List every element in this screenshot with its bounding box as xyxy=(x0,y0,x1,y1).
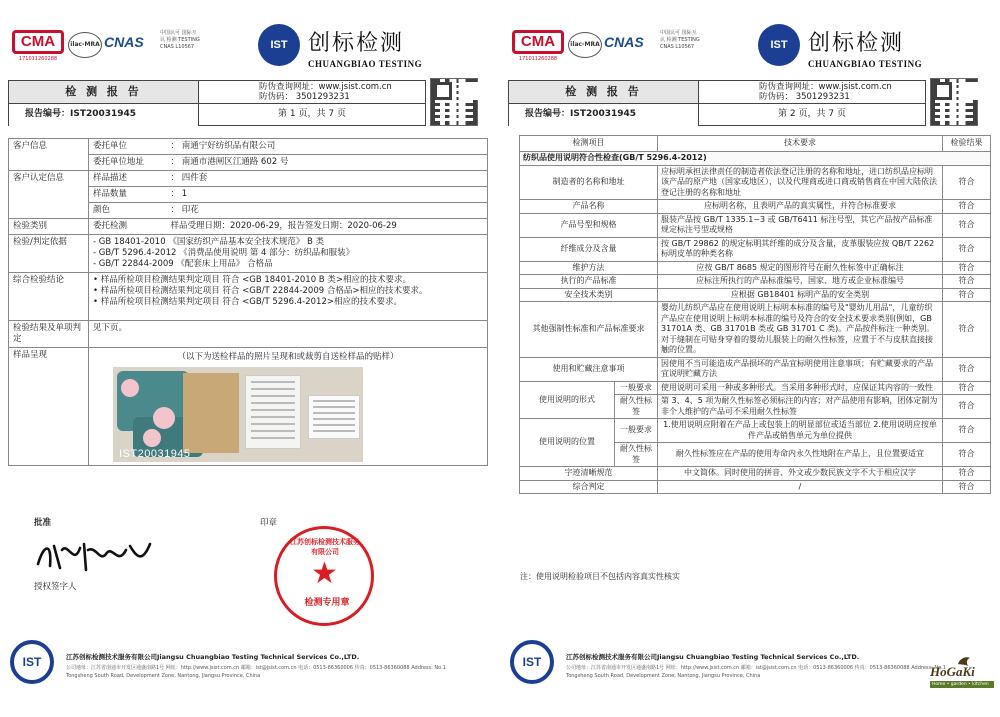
client-addr-value: ： 南通市港闸区江通路 602 号 xyxy=(167,155,488,171)
report-title: 检 测 报 告 xyxy=(509,81,699,103)
category-value: 样品受理日期：2020-06-29，报告签发日期：2020-06-29 xyxy=(167,219,488,235)
overall-res: 符合 xyxy=(943,480,991,494)
brand-cn: 创标检测 xyxy=(308,31,405,56)
pos-general-key: 一般要求 xyxy=(615,419,658,443)
photo-caption: （以下为送检样品的照片呈现和或裁剪自送检样品的贴样） xyxy=(177,352,399,362)
font-key: 字迹清晰规范 xyxy=(520,467,658,481)
table-row xyxy=(9,171,488,187)
seal-ring-text: 江苏创标检测技术服务有限公司 xyxy=(290,538,360,556)
conclusion-item: • 样品所检项目检测结果判定项目 符合 <GB/T 5296.4-2012>相应的技术要求。 xyxy=(93,297,402,307)
table-row xyxy=(520,480,991,494)
footer-address: 公司地址：江苏省南通市开发区通盛南路1号 网址：http://www.jsist.com.cn 邮箱：ist@jsist.com.cn 电话：0513-86360006 传真：0513-86360088 Address: No.1 Tongsheng South Road, Development Zone, Nantong, Jiangsu Province, China xyxy=(566,665,946,679)
page-indicator: 第 1 页，共 7 页 xyxy=(278,109,346,119)
seal-bottom-text: 检测专用章 xyxy=(304,598,350,608)
brand xyxy=(308,26,422,69)
pos-durable-res: 符合 xyxy=(943,443,991,467)
cma-number: 171011260288 xyxy=(18,56,58,62)
cnas-logo xyxy=(104,32,160,58)
item-result: 符合 xyxy=(943,357,991,381)
client-info-label: 客户信息 xyxy=(9,139,89,171)
watermark-brand: HoGaKi xyxy=(930,664,975,679)
item-name: 安全技术类别 xyxy=(520,288,658,302)
report-info-box xyxy=(8,80,426,126)
approve-label: 批准 xyxy=(34,518,52,528)
cnas-note: 中国认可 国际互认 检测 TESTING CNAS L10567 xyxy=(660,30,700,50)
brand xyxy=(808,26,922,69)
overall-req: / xyxy=(658,480,943,494)
anti-fake-url: 防伪查询网址：www.jsist.com.cn xyxy=(259,82,392,92)
bird-icon xyxy=(956,654,972,668)
table-header-row xyxy=(520,136,991,152)
table-row xyxy=(9,321,488,348)
cnas-note: 中国认可 国际互认 检测 TESTING CNAS L10567 xyxy=(160,30,200,50)
sample-photo xyxy=(113,367,363,462)
brand-en: CHUANGBIAO TESTING xyxy=(308,59,423,69)
results-value: 见下页。 xyxy=(89,321,488,348)
page-indicator: 第 2 页，共 7 页 xyxy=(778,109,846,119)
ist-logo: IST xyxy=(258,24,300,66)
sample-qty-value: ： 1 xyxy=(167,187,488,203)
basis-item: - GB/T 5296.4-2012 《消费品使用说明 第 4 部分：纺织品和服装》 xyxy=(93,248,355,258)
item-name: 产品名称 xyxy=(520,200,658,214)
seal-label: 印章 xyxy=(260,518,278,528)
section-row xyxy=(520,152,991,166)
report-info-box xyxy=(508,80,926,126)
table-row xyxy=(520,200,991,214)
pos-durable-key: 耐久性标签 xyxy=(615,443,658,467)
basis-label: 检验/判定依据 xyxy=(9,235,89,273)
photo-cell xyxy=(89,348,488,466)
table-row xyxy=(9,235,488,273)
footer-address: 公司地址：江苏省南通市开发区通盛南路1号 网址：http://www.jsist.com.cn 邮箱：ist@jsist.com.cn 电话：0513-86360006 传真：0513-86360088 Address: No.1 Tongsheng South Road, Development Zone, Nantong, Jiangsu Province, China xyxy=(66,665,446,679)
hogaki-watermark xyxy=(930,664,994,704)
item-result: 符合 xyxy=(943,302,991,358)
conclusion-list xyxy=(89,273,488,321)
item-result: 符合 xyxy=(943,200,991,214)
position-label: 使用说明的位置 xyxy=(520,419,615,467)
item-requirement: 按 GB/T 29862 的规定标明其纤维的成分及含量，皮革服装应按 QB/T 2262 标明皮革的种类名称 xyxy=(658,237,943,261)
anti-fake-url: 防伪查询网址：www.jsist.com.cn xyxy=(759,82,892,92)
pos-general-req: 1.使用说明应附着在产品上或包装上的明显部位或适当部位 2.使用说明应按单件产品或销售单元为单位提供 xyxy=(658,419,943,443)
font-res: 符合 xyxy=(943,467,991,481)
report-title: 检 测 报 告 xyxy=(9,81,199,103)
table-row xyxy=(520,237,991,261)
cnas-text: CNAS xyxy=(604,34,644,50)
category-key: 委托检测 xyxy=(89,219,167,235)
seal-block xyxy=(260,516,360,608)
conclusion-item: • 样品所检项目检测结果判定项目 符合 <GB 18401-2010 B 类>相应的技术要求。 xyxy=(93,275,411,285)
basis-item: - GB 18401-2010 《国家纺织产品基本安全技术规范》 B 类 xyxy=(93,237,325,247)
overall-key: 综合判定 xyxy=(520,480,658,494)
ilac-mra-logo: ilac-MRA xyxy=(68,32,102,58)
report-header xyxy=(0,18,500,74)
col-item: 检测项目 xyxy=(520,136,658,152)
font-req: 中文简体。同时使用的拼音、外文或少数民族文字不大于相应汉字 xyxy=(658,467,943,481)
cma-mark: CMA xyxy=(512,30,564,54)
table-row xyxy=(520,467,991,481)
table-row xyxy=(9,139,488,155)
item-result: 符合 xyxy=(943,165,991,200)
item-requirement: 应根据 GB18401 标明产品的安全类别 xyxy=(658,288,943,302)
item-result: 符合 xyxy=(943,237,991,261)
report-footer xyxy=(500,640,1000,700)
qr-code xyxy=(430,78,478,126)
table-row xyxy=(520,302,991,358)
form-durable-req: 第 3、4、5 项为耐久性标签必须标注的内容；对产品使用有影响，团体定制为非个人维护的产品可不采用耐久性标签 xyxy=(658,395,943,419)
sample-desc-value: ： 四件套 xyxy=(167,171,488,187)
cma-logo xyxy=(12,30,64,64)
item-name: 执行的产品标准 xyxy=(520,275,658,289)
item-result: 符合 xyxy=(943,213,991,237)
client-unit-value: ： 南通宁好纺织品有限公司 xyxy=(167,139,488,155)
item-name: 使用和贮藏注意事项 xyxy=(520,357,658,381)
report-number: 报告编号：IST20031945 xyxy=(509,104,699,126)
star-icon: ★ xyxy=(311,556,338,591)
anti-fake-info xyxy=(199,81,425,103)
item-name: 产品号型和规格 xyxy=(520,213,658,237)
item-result: 符合 xyxy=(943,275,991,289)
color-key: 颜色 xyxy=(89,203,167,219)
table-row xyxy=(520,261,991,275)
results-label: 检验结果及单项判定 xyxy=(9,321,89,348)
item-result: 符合 xyxy=(943,261,991,275)
conclusion-item: • 样品所检项目检测结果判定项目 符合 <GB/T 22844-2009 合格品>相应的技术要求。 xyxy=(93,286,428,296)
footer-company: 江苏创标检测技术服务有限公司Jiangsu Chuangbiao Testing Technical Services Co.,LTD. xyxy=(566,653,860,661)
basis-list xyxy=(89,235,488,273)
brand-cn: 创标检测 xyxy=(808,31,905,56)
client-addr-key: 委托单位地址 xyxy=(89,155,167,171)
table-row xyxy=(9,348,488,466)
ist-logo: IST xyxy=(758,24,800,66)
item-requirement: 因使用不当可能造成产品损坏的产品宜标明使用注意事项；有贮藏要求的产品宜说明贮藏方法 xyxy=(658,357,943,381)
form-durable-res: 符合 xyxy=(943,395,991,419)
item-name: 制造者的名称和地址 xyxy=(520,165,658,200)
cnas-logo xyxy=(604,32,660,58)
form-label: 使用说明的形式 xyxy=(520,381,615,419)
report-number: 报告编号：IST20031945 xyxy=(9,104,199,126)
item-result: 符合 xyxy=(943,288,991,302)
report-header xyxy=(500,18,1000,74)
table-row xyxy=(520,275,991,289)
confirm-info-label: 客户认定信息 xyxy=(9,171,89,219)
item-requirement: 服装产品按 GB/T 1335.1~3 或 GB/T6411 标注号型，其它产品按产品标准规定标注号型或规格 xyxy=(658,213,943,237)
signatory-label: 授权签字人 xyxy=(34,582,77,592)
qr-code xyxy=(930,78,978,126)
sample-qty-key: 样品数量 xyxy=(89,187,167,203)
item-name: 纤维成分及含量 xyxy=(520,237,658,261)
table-row xyxy=(520,357,991,381)
cma-number: 171011260288 xyxy=(518,56,558,62)
col-requirement: 技术要求 xyxy=(658,136,943,152)
conclusion-label: 综合检验结论 xyxy=(9,273,89,321)
form-durable-key: 耐久性标签 xyxy=(615,395,658,419)
pos-durable-req: 耐久性标签应在产品的使用寿命内永久性地附在产品上，且位置要适宜 xyxy=(658,443,943,467)
approval-block xyxy=(34,516,234,592)
client-unit-key: 委托单位 xyxy=(89,139,167,155)
table-row xyxy=(520,381,991,395)
item-requirement: 应按 GB/T 8685 规定的图形符号在耐久性标签中正确标注 xyxy=(658,261,943,275)
item-requirement: 应标明承担法律责任的制造者依法登记注册的名称和地址，进口纺织品应标明该产品的原产地（国家或地区），以及代理商或进口商或销售商在中国大陆依法登记注册的名称和地址 xyxy=(658,165,943,200)
table-row xyxy=(9,219,488,235)
table-row xyxy=(520,288,991,302)
photo-label: 样品呈现 xyxy=(9,348,89,466)
ilac-mra-logo: ilac-MRA xyxy=(568,32,602,58)
cma-logo xyxy=(512,30,564,64)
anti-fake-code: 防伪码： 3501293231 xyxy=(759,92,850,102)
form-general-key: 一般要求 xyxy=(615,381,658,395)
photo-sample-id: IST20031945 xyxy=(119,448,191,460)
color-value: ： 印花 xyxy=(167,203,488,219)
item-name: 维护方法 xyxy=(520,261,658,275)
label-compliance-table xyxy=(519,135,991,494)
form-general-res: 符合 xyxy=(943,381,991,395)
table-row xyxy=(9,273,488,321)
item-requirement: 应标明名称，且表明产品的真实属性，并符合标准要求 xyxy=(658,200,943,214)
footer-ist-logo: IST xyxy=(10,640,54,684)
item-name: 其他强制性标准和产品标准要求 xyxy=(520,302,658,358)
table-note: 注：使用说明检验项目不包括内容真实性核实 xyxy=(520,572,680,581)
watermark-tagline: Home • garden • kitchen xyxy=(930,681,994,688)
brand-en: CHUANGBIAO TESTING xyxy=(808,59,923,69)
table-row xyxy=(520,213,991,237)
pos-general-res: 符合 xyxy=(943,419,991,443)
cnas-text: CNAS xyxy=(104,34,144,50)
section-title: 纺织品使用说明符合性检查(GB/T 5296.4-2012) xyxy=(520,152,991,166)
col-result: 检验结果 xyxy=(943,136,991,152)
cma-mark: CMA xyxy=(12,30,64,54)
report-footer xyxy=(0,640,500,700)
table-row xyxy=(520,165,991,200)
footer-company: 江苏创标检测技术服务有限公司Jiangsu Chuangbiao Testing Technical Services Co.,LTD. xyxy=(66,653,360,661)
anti-fake-info xyxy=(699,81,925,103)
sample-desc-key: 样品描述 xyxy=(89,171,167,187)
report-summary-table xyxy=(8,138,488,466)
official-seal xyxy=(274,526,374,626)
basis-item: - GB/T 22844-2009 《配套床上用品》 合格品 xyxy=(93,259,273,269)
item-requirement: 婴幼儿纺织产品应在使用说明上标明本标准的编号及"婴幼儿用品"，儿童纺织产品应在使用说明上标明本标准的编号及符合的安全技术要求类别(例如，GB 31701A 类、GB 31701B 类或 GB 31701 C 类)。产品按件标注一种类别。对于缝制在可贴身穿着的婴幼儿服装上的耐久性标签，应置于不与皮肤直接接触的位置。 xyxy=(658,302,943,358)
category-label: 检验类别 xyxy=(9,219,89,235)
signature xyxy=(34,536,154,574)
form-general-req: 使用说明可采用一种或多种形式。当采用多种形式时，应保证其内容的一致性 xyxy=(658,381,943,395)
anti-fake-code: 防伪码： 3501293231 xyxy=(259,92,350,102)
table-row xyxy=(520,419,991,443)
item-requirement: 应标注所执行的产品标准编号，国家、地方或企业标准编号 xyxy=(658,275,943,289)
footer-ist-logo: IST xyxy=(510,640,554,684)
